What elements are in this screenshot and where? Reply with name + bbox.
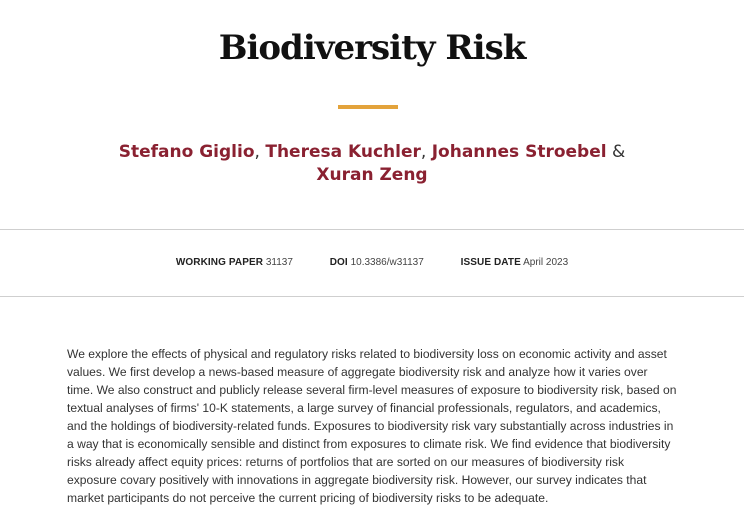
doi-label: DOI: [329, 257, 348, 268]
author-link-zeng[interactable]: Xuran Zeng: [316, 165, 428, 185]
doi: [330, 257, 424, 268]
doi-value: 10.3386/w31137: [350, 257, 424, 268]
author-separator: ,: [420, 142, 432, 162]
author-link-kuchler[interactable]: Theresa Kuchler: [265, 142, 421, 162]
author-list: [0, 141, 744, 187]
issue-date: [461, 257, 569, 268]
issue-date-value: April 2023: [523, 257, 569, 268]
page-title: Biodiversity Risk: [218, 28, 526, 68]
working-paper-value: 31137: [265, 257, 293, 268]
paper-metadata-bar: [0, 229, 744, 297]
author-separator: ,: [254, 142, 266, 162]
working-paper-number: [176, 257, 293, 268]
working-paper-label: WORKING PAPER: [175, 257, 264, 268]
author-link-giglio[interactable]: Stefano Giglio: [118, 142, 255, 162]
title-accent-divider: [338, 105, 398, 109]
author-separator: &: [606, 142, 626, 162]
author-link-stroebel[interactable]: Johannes Stroebel: [431, 142, 607, 162]
issue-date-label: ISSUE DATE: [460, 257, 521, 268]
abstract-text: We explore the effects of physical and regulatory risks related to biodiversity loss on economic activity and asset values. We first develop a news-based measure of aggregate biodiversity risk and analyze how it varies over time. We also construct and publicly release several firm-level measures of exposure to biodiversity risk, based on textual analyses of firms' 10-K statements, a large survey of financial professionals, regulators, and academics, and the holdings of biodiversity-related funds. Exposures to biodiversity risk vary substantially across industries in a way that is economically sensible and distinct from exposures to climate risk. We find evidence that biodiversity risks already affect equity prices: returns of portfolios that are sorted on our measures of biodiversity risk exposure covary positively with innovations in aggregate biodiversity risk. However, our survey indicates that market participants do not perceive the current pricing of biodiversity risks to be adequate.: [67, 347, 677, 505]
